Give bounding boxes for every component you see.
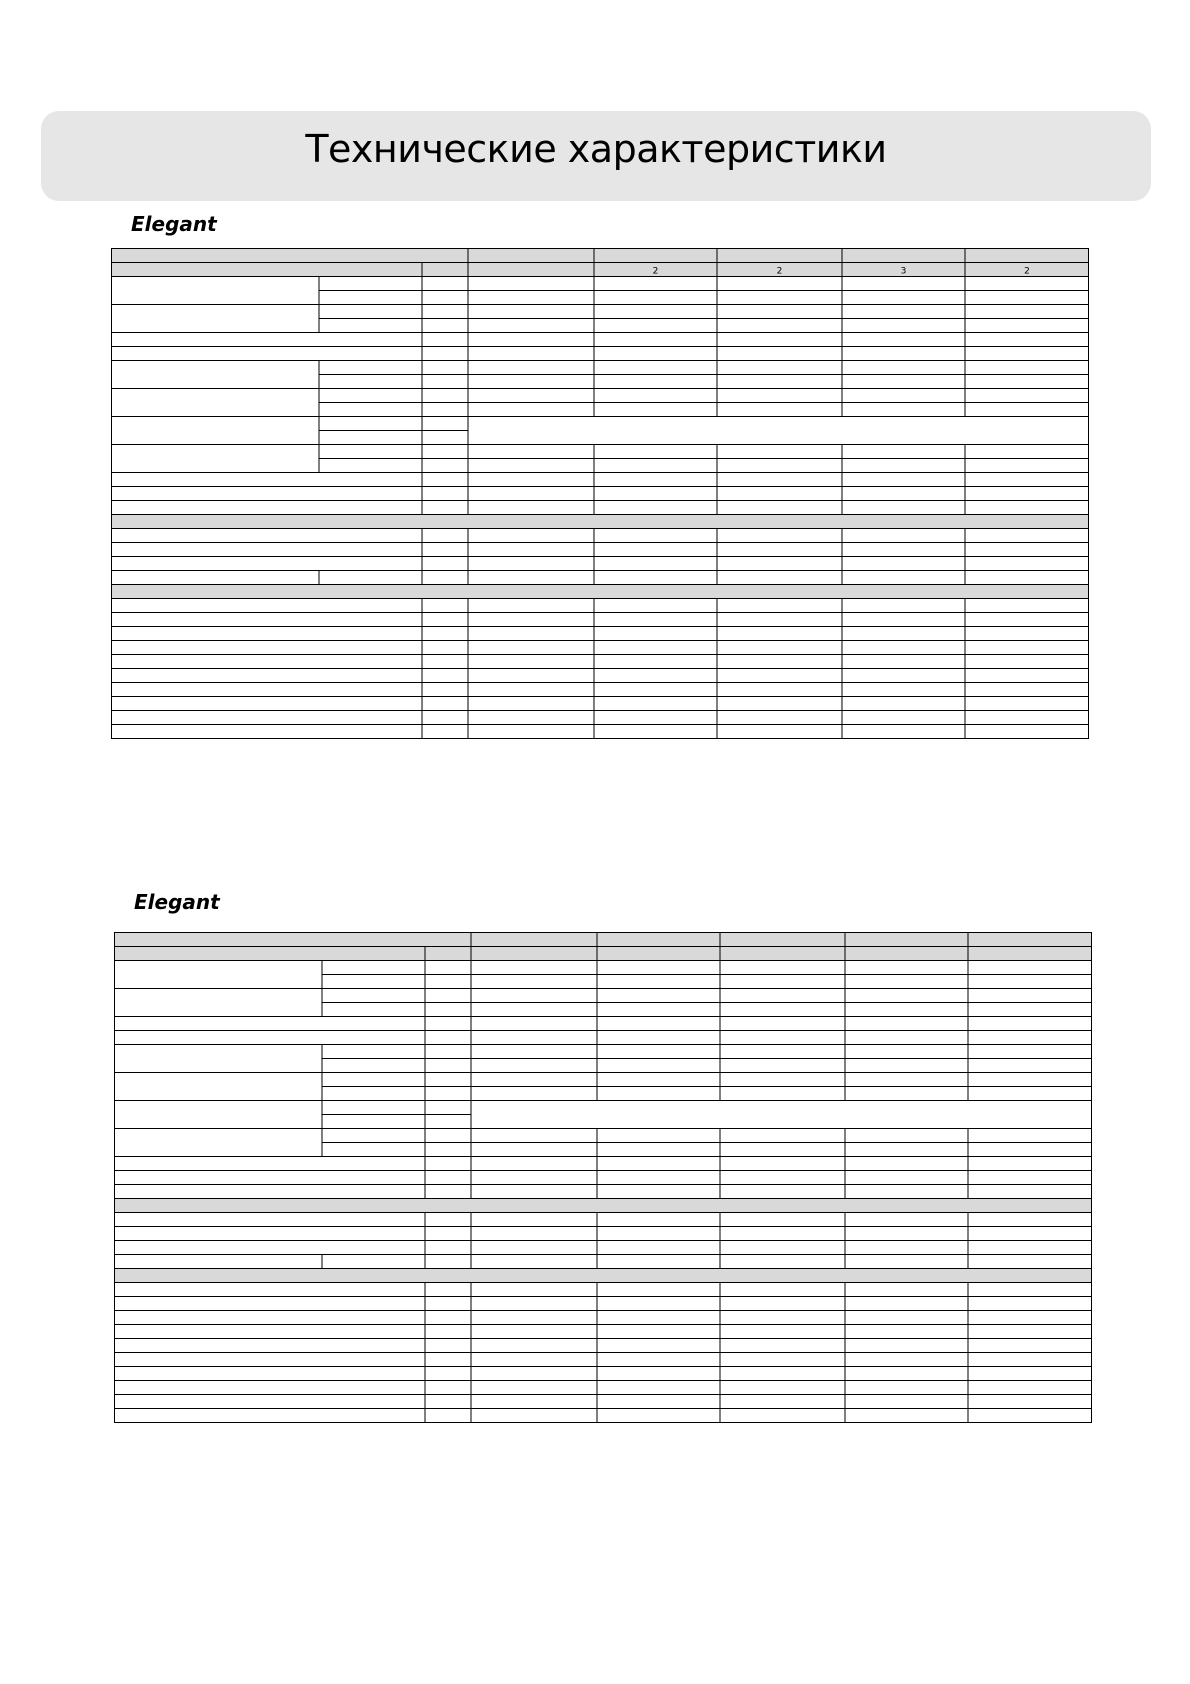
header-row-shade	[112, 263, 1089, 277]
table-border	[115, 933, 1092, 1423]
section-2-label: Elegant	[134, 890, 220, 914]
spec-table-2	[114, 932, 1092, 1424]
title-banner	[41, 111, 1151, 201]
separator-row-shade	[112, 515, 1089, 529]
header-row-shade	[115, 947, 1092, 961]
header-row-shade	[112, 249, 1089, 263]
page-title: Технические характеристики	[305, 127, 887, 171]
separator-row-shade	[115, 1269, 1092, 1283]
separator-row-shade	[115, 1199, 1092, 1213]
header-row-shade	[115, 933, 1092, 947]
section-1-label: Elegant	[131, 212, 217, 236]
spec-table-1-grid	[111, 248, 1089, 740]
spec-table-1	[111, 248, 1089, 740]
header-number: 2	[1024, 266, 1030, 277]
header-number: 2	[776, 266, 783, 277]
header-number: 3	[900, 266, 907, 277]
table-border	[112, 249, 1089, 739]
header-number: 2	[652, 266, 659, 277]
separator-row-shade	[112, 585, 1089, 599]
spec-table-2-grid	[114, 932, 1092, 1424]
